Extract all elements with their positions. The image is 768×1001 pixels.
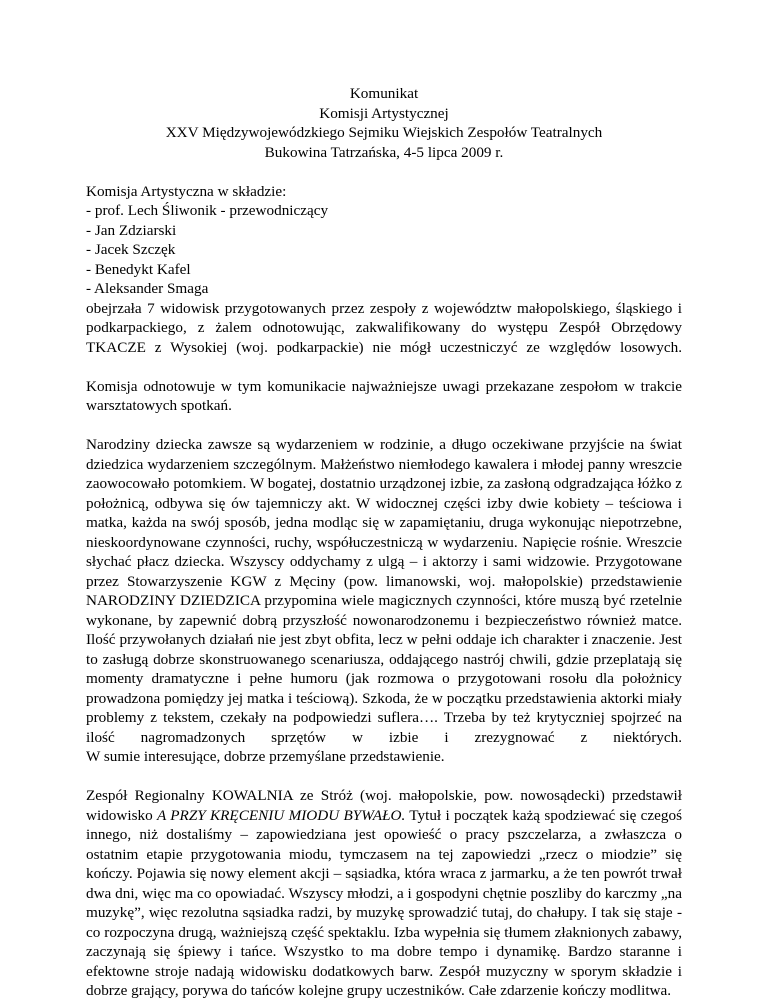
jury-intro: Komisja Artystyczna w składzie: — [86, 182, 287, 200]
review-text-part: Tytuł i początek każą spodziewać się czegoś innego, niż dostaliśmy – zapowiedziana jest opowieść o pracy pszczelarza, a zwłaszcza o ostatnim etapie przygotowania miodu, tymczasem na tej zapowiedzi „rzecz o miodzie” się kończy. Pojawia się nowy element akcji – sąsiadka, która wraca z jarmarku, a że ten powrót trwał dwa dni, więc ma co opowiadać. Wszyscy młodzi, a i gospodyni chętnie poszliby do karczmy „na muzykę”, więc rezolutna sąsiadka radzi, by muzykę sprowadzić tutaj, do chałupy. I tak się staje - co rozpoczyna drugą, ważniejszą część spektaklu. Izba wypełnia się tłumem złaknionych zabawy, zaczynają się śpiewy i tańce. Wszystko to ma dobre tempo i dynamikę. Bardzo staranne i efektowne stroje nadają widowisku dodatkowych barw. Zespół muzyczny w sporym składzie i dobrze grający, porywa do tańców kolejne grupy uczestników. Całe zdarzenie kończy modlitwa. — [86, 806, 682, 999]
heading-place-date: Bukowina Tatrzańska, 4-5 lipca 2009 r. — [264, 143, 504, 161]
jury-member: - Aleksander Smaga — [86, 280, 209, 297]
review-kowalnia — [86, 786, 682, 1001]
jury-section — [86, 182, 682, 358]
heading-commission: Komisji Artystycznej — [319, 104, 449, 122]
jury-member: - Jacek Szczęk — [86, 241, 176, 258]
review-text-part: Zespół Regionalny KOWALNIA ze Stróż (woj. małopolskie, pow. nowosądecki) przedstawił widowisko — [86, 787, 682, 824]
jury-member: - prof. Lech Śliwonik - przewodniczący — [86, 202, 329, 219]
jury-member: - Benedykt Kafel — [86, 260, 191, 278]
jury-summary: obejrzała 7 widowisk przygotowanych przez zespoły z województw małopolskiego, śląskiego i podkarpackiego, z żalem odnotowując, zakwalifikowany do występu Zespół Obrzędowy TKACZE z Wysokiej (woj. podkarpackie) nie mógł uczestniczyć ze względów losowych. — [86, 299, 682, 356]
commission-note: Komisja odnotowuje w tym komunikacie najważniejsze uwagi przekazane zespołom w trakcie warsztatowych spotkań. — [86, 377, 682, 414]
document-heading — [86, 84, 682, 162]
heading-title: Komunikat — [349, 85, 419, 102]
jury-member: - Jan Zdziarski — [86, 221, 177, 239]
heading-event: XXV Międzywojewódzkiego Sejmiku Wiejskich Zespołów Teatralnych — [165, 124, 603, 141]
review-closing: W sumie interesujące, dobrze przemyślane przedstawienie. — [86, 748, 445, 765]
review-text: Narodziny dziecka zawsze są wydarzeniem w rodzinie, a długo oczekiwane przyjście na świat dziedzica wydarzeniem szczególnym. Małżeństwo niemłodego kawalera i młodej panny wreszcie zaowocowało potomkiem. W bogatej, dostatnio urządzonej izbie, za zasłoną odgradzająca łóżko z położnicą, odbywa się ów tajemniczy akt. W widocznej części izby dwie kobiety – teściowa i matka, każda na swój sposób, jedna modląc się w zapamiętaniu, druga wykonując niepotrzebne, nieskoordynowane czynności, ruchy, współuczestniczą w wydarzeniu. Napięcie rośnie. Wreszcie słychać płacz dziecka. Wszyscy oddychamy z ulgą – i aktorzy i sami widzowie. Przygotowane przez Stowarzyszenie KGW z Męciny (pow. limanowski, woj. małopolskie) przedstawienie NARODZINY DZIEDZICA przypomina wiele magicznych czynności, które muszą być rzetelnie wykonane, by zapewnić dobrą przyszłość nowonarodzonemu i bezpieczeństwo również matce. Ilość przywołanych działań nie jest zbyt obfita, lecz w pełni oddaje ich charakter i znaczenie. Jest to zasługą dobrze skonstruowanego scenariusza, oddającego nastrój chwili, gdzie przeplatają się momenty dramatyczne i pełne humoru (jak rozmowa o przygotowani rosołu dla położnicy prowadzona pomiędzy jej matka i teściową). Szkoda, że w początku przedstawienia aktorki miały problemy z tekstem, czekały na podpowiedzi suflera…. Trzeba by też krytyczniej spojrzeć na ilość nagromadzonych sprzętów w izbie i zrezygnować z niektórych. — [86, 436, 682, 746]
play-title: A PRZY KRĘCENIU MIODU BYWAŁO. — [156, 806, 406, 824]
review-narodziny-dziedzica — [86, 435, 682, 767]
